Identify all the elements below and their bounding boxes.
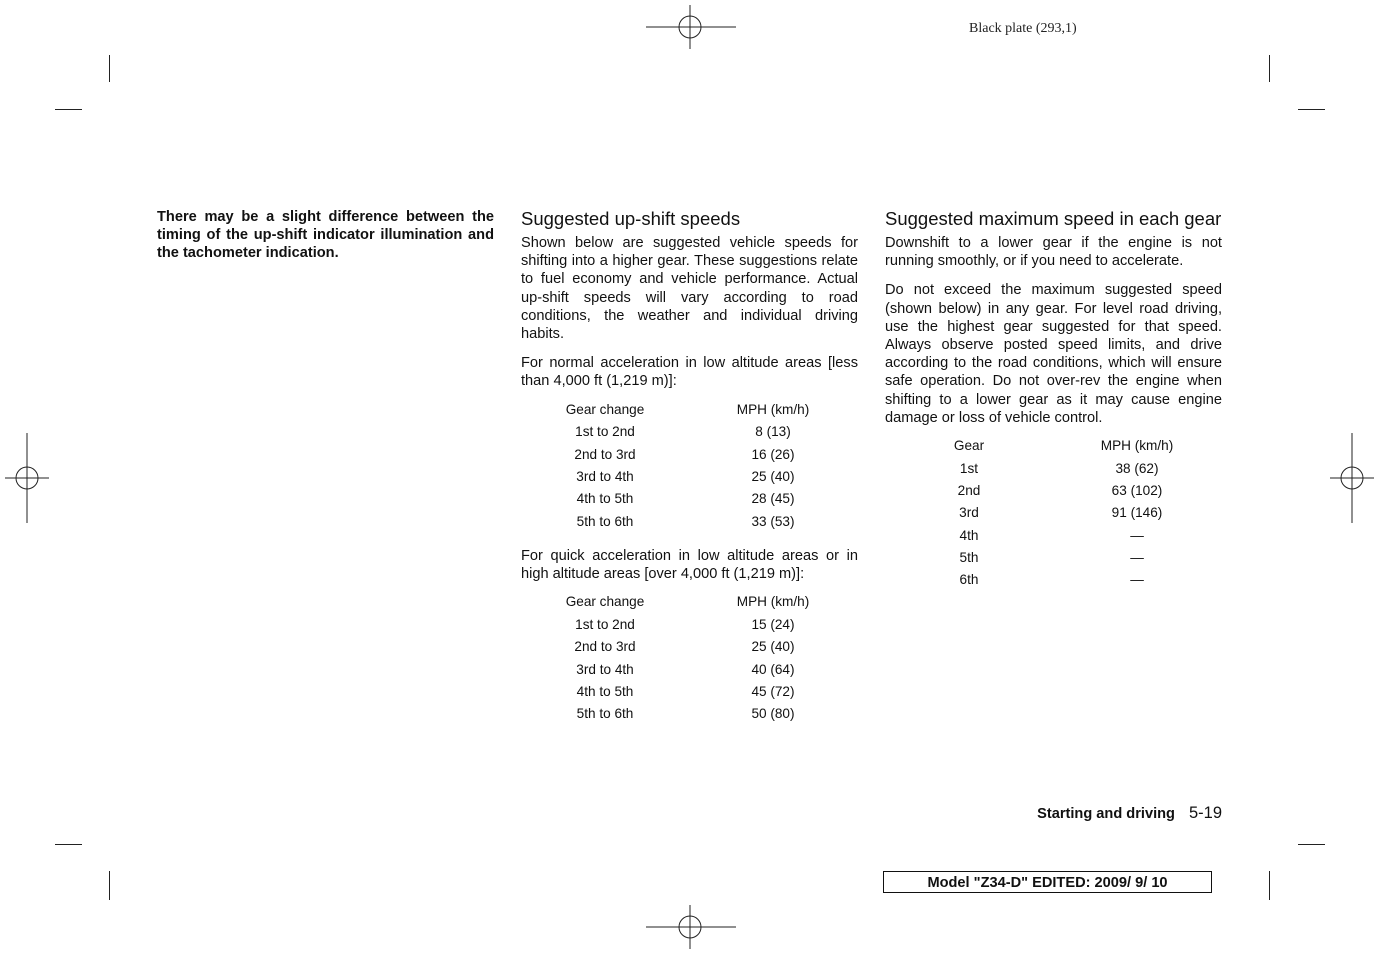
max-speed-section: [885, 207, 1222, 606]
table-cell: 5th: [959, 550, 979, 566]
table-cell: 16 (26): [751, 446, 795, 462]
table-cell: —: [1130, 572, 1144, 588]
table-cell: 45 (72): [751, 684, 795, 700]
table-cell: 2nd: [957, 482, 981, 498]
table-header: Gear change: [565, 594, 645, 610]
table-cell: 5th to 6th: [576, 513, 634, 529]
table-row: [521, 488, 857, 510]
table-row: [885, 480, 1221, 502]
table-cell: —: [1130, 527, 1144, 543]
table-cell: 3rd to 4th: [576, 468, 634, 484]
page-number: 5-19: [1188, 804, 1222, 822]
table-header: MPH (km/h): [736, 401, 810, 417]
registration-mark-icon: [646, 905, 736, 949]
table-row: [521, 443, 857, 465]
table-row: [885, 502, 1221, 524]
table-cell: 1st to 2nd: [575, 424, 635, 440]
table-cell: 5th to 6th: [576, 706, 634, 722]
model-stamp: Model "Z34-D" EDITED: 2009/ 9/ 10: [883, 871, 1212, 893]
section-title: Suggested maximum speed in each gear: [885, 208, 1222, 229]
table-cell: 2nd to 3rd: [574, 446, 636, 462]
table-row: [885, 525, 1221, 547]
table-header: Gear change: [565, 401, 645, 417]
table-row: [521, 466, 857, 488]
table-row: [521, 421, 857, 443]
table-header-row: [521, 591, 857, 613]
crop-mark: [109, 871, 110, 900]
table-header: Gear: [953, 438, 985, 454]
section-name: Starting and driving: [1037, 806, 1175, 822]
crop-mark: [109, 55, 110, 82]
table-cell: 50 (80): [751, 706, 795, 722]
table-header-row: [885, 435, 1221, 457]
page-footer: [1037, 804, 1222, 823]
table-row: [521, 511, 857, 533]
table-cell: 33 (53): [751, 513, 795, 529]
table-header: MPH (km/h): [1100, 438, 1174, 454]
quick-upshift-table: [521, 591, 857, 725]
table-cell: 25 (40): [751, 468, 795, 484]
upshift-section: [521, 207, 858, 740]
registration-mark-icon: [5, 433, 49, 523]
max-speed-table: [885, 435, 1221, 592]
table-cell: 8 (13): [755, 424, 791, 440]
crop-mark: [1269, 871, 1270, 900]
table-row: [885, 569, 1221, 591]
registration-mark-icon: [1330, 433, 1374, 523]
table-cell: 6th: [959, 572, 979, 588]
table-row: [885, 457, 1221, 479]
table-cell: 1st to 2nd: [575, 616, 635, 632]
table-cell: 91 (146): [1111, 505, 1163, 521]
table-cell: —: [1130, 550, 1144, 566]
table-row: [521, 636, 857, 658]
paragraph: For quick acceleration in low altitude areas or in high altitude areas [over 4,000 ft (1,219 m)]:: [521, 547, 858, 583]
table-row: [521, 703, 857, 725]
paragraph: Downshift to a lower gear if the engine is not running smoothly, or if you need to accelerate.: [885, 235, 1222, 270]
table-cell: 63 (102): [1111, 482, 1163, 498]
crop-mark: [1298, 109, 1325, 110]
normal-upshift-table: [521, 399, 857, 533]
table-header-row: [521, 399, 857, 421]
table-cell: 4th to 5th: [576, 684, 634, 700]
crop-mark: [1269, 55, 1270, 82]
table-cell: 28 (45): [751, 491, 795, 507]
table-header: MPH (km/h): [736, 594, 810, 610]
table-cell: 4th to 5th: [576, 491, 634, 507]
table-cell: 15 (24): [751, 616, 795, 632]
table-cell: 4th: [959, 527, 979, 543]
paragraph: Shown below are suggested vehicle speeds for shifting into a higher gear. These suggestions relate to fuel economy and vehicle performance. Actual up-shift speeds will vary according to road conditions, the weather and individual driving habits.: [521, 235, 858, 343]
warning-note: There may be a slight difference between the timing of the up-shift indicator illumination and the tachometer indication.: [157, 209, 494, 262]
crop-mark: [1298, 844, 1325, 845]
table-row: [521, 659, 857, 681]
table-cell: 38 (62): [1115, 460, 1159, 476]
table-cell: 3rd: [959, 505, 979, 521]
table-cell: 2nd to 3rd: [574, 639, 636, 655]
table-row: [521, 614, 857, 636]
plate-label: Black plate (293,1): [969, 21, 1077, 36]
registration-mark-icon: [646, 5, 736, 49]
section-title: Suggested up-shift speeds: [521, 208, 741, 229]
table-cell: 1st: [959, 460, 979, 476]
table-cell: 40 (64): [751, 661, 795, 677]
crop-mark: [55, 844, 82, 845]
table-cell: 3rd to 4th: [576, 661, 634, 677]
paragraph: For normal acceleration in low altitude areas [less than 4,000 ft (1,219 m)]:: [521, 355, 858, 390]
paragraph: Do not exceed the maximum suggested speed (shown below) in any gear. For level road driving, use the highest gear suggested for that speed. Always observe posted speed limits, and drive according to the road conditions, which will ensure safe operation. Do not over-rev the engine when shifting to a lower gear as it may cause engine damage or loss of vehicle control.: [885, 282, 1222, 426]
crop-mark: [55, 109, 82, 110]
table-cell: 25 (40): [751, 639, 795, 655]
table-row: [885, 547, 1221, 569]
table-row: [521, 681, 857, 703]
